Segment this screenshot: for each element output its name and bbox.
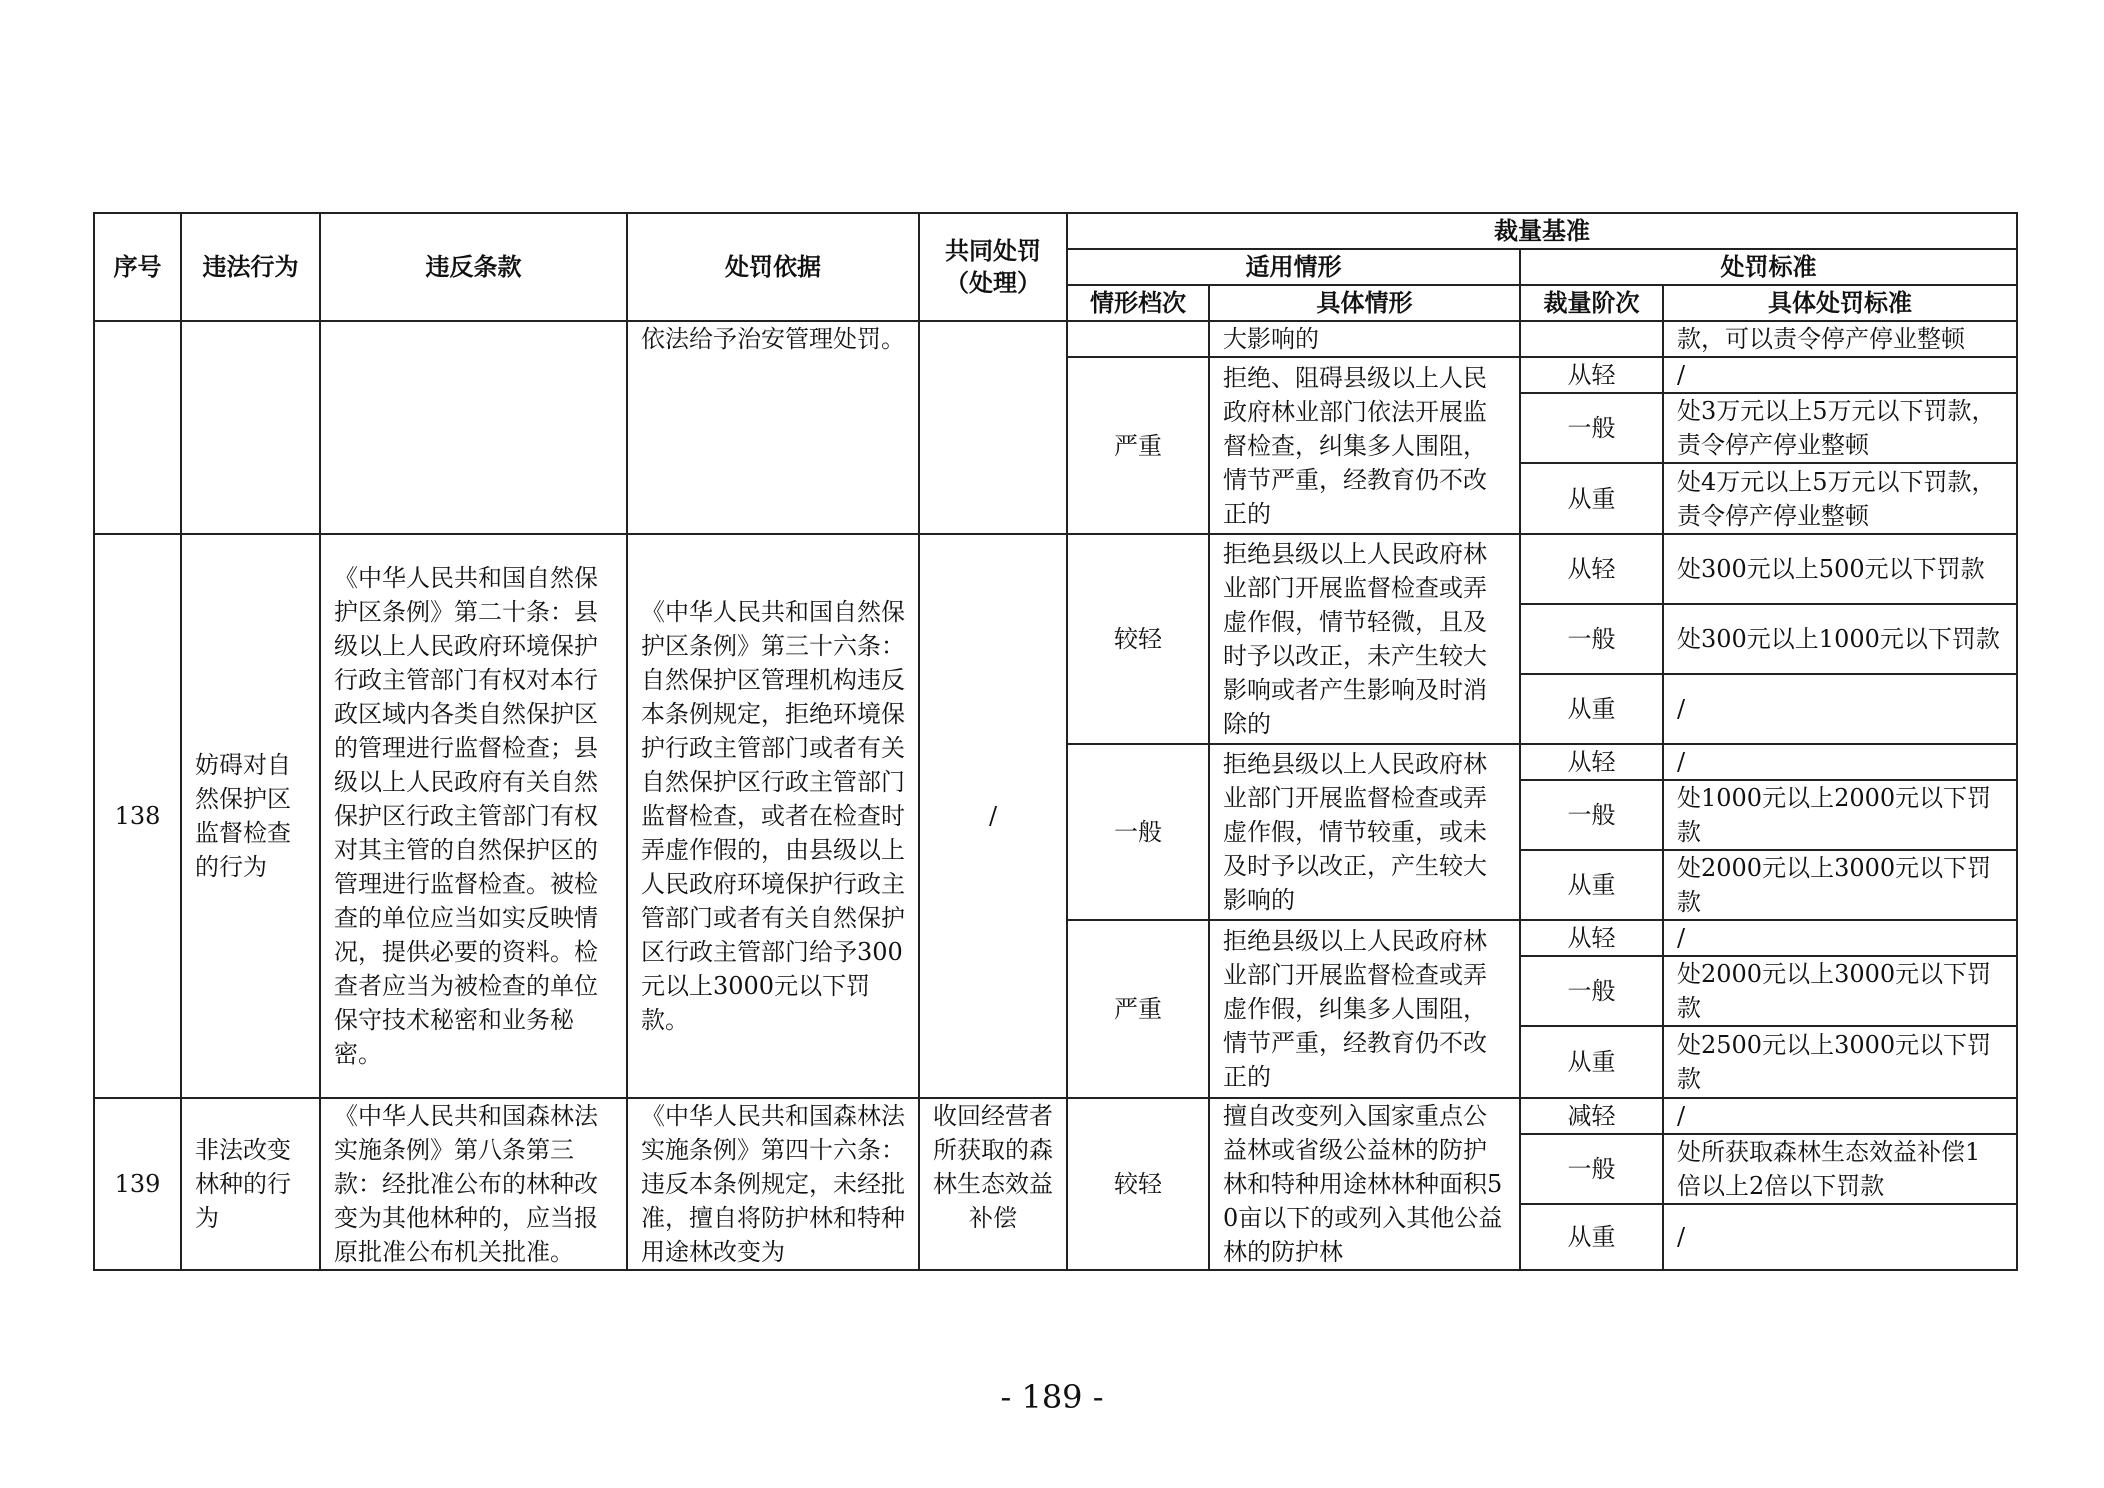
cell-seq: 138 [94,534,181,1098]
cell-penalty: 处所获取森林生态效益补偿1倍以上2倍以下罚款 [1663,1134,2017,1204]
cell-discretion: 一般 [1520,956,1663,1026]
cell-clause: 《中华人民共和国自然保护区条例》第二十条：县级以上人民政府环境保护行政主管部门有权对本行政区域内各类自然保护区的管理进行监督检查；县级以上人民政府有关自然保护区行政主管部门有权对其主管的自然保护区的管理进行监督检查。被检查的单位应当如实反映情况，提供必要的资料。检查者应当为被检查的单位保守技术秘密和业务秘密。 [320,534,627,1098]
table-row [94,321,2017,357]
header-violation: 违法行为 [181,213,320,321]
header-violated-clause: 违反条款 [320,213,627,321]
cell-penalty: 处3万元以上5万元以下罚款，责令停产停业整顿 [1663,393,2017,463]
cell-circumstance: 拒绝县级以上人民政府林业部门开展监督检查或弄虚作假，情节较重，或未及时予以改正，产生较大影响的 [1209,744,1520,920]
cell-violation: 非法改变林种的行为 [181,1098,320,1270]
cell-penalty: 处300元以上500元以下罚款 [1663,534,2017,604]
header-discretion-benchmark: 裁量基准 [1067,213,2017,249]
cell-discretion: 一般 [1520,393,1663,463]
cell-penalty: / [1663,744,2017,780]
cell-level [1067,321,1209,357]
cell-penalty: / [1663,1204,2017,1270]
cell-penalty: / [1663,674,2017,744]
cell-joint [919,321,1067,534]
cell-penalty: 处1000元以上2000元以下罚款 [1663,780,2017,850]
page-number: - 189 - [1000,1378,1104,1416]
cell-seq [94,321,181,534]
table-row [94,1098,2017,1134]
discretion-table [93,212,2018,1271]
cell-discretion: 减轻 [1520,1098,1663,1134]
cell-discretion: 从重 [1520,1026,1663,1098]
cell-discretion: 从重 [1520,463,1663,534]
cell-penalty: 款，可以责令停产停业整顿 [1663,321,2017,357]
cell-level: 较轻 [1067,534,1209,744]
cell-basis: 《中华人民共和国森林法实施条例》第四十六条：违反本条例规定，未经批准，擅自将防护林和特种用途林改变为 [627,1098,919,1270]
table-row [94,534,2017,604]
table-header [94,213,2017,321]
cell-discretion: 一般 [1520,780,1663,850]
cell-discretion: 从轻 [1520,744,1663,780]
cell-level: 较轻 [1067,1098,1209,1270]
header-specific-penalty: 具体处罚标准 [1663,285,2017,321]
cell-discretion: 一般 [1520,604,1663,674]
cell-level: 严重 [1067,920,1209,1098]
cell-penalty: / [1663,357,2017,393]
cell-discretion: 一般 [1520,1134,1663,1204]
cell-basis: 《中华人民共和国自然保护区条例》第三十六条：自然保护区管理机构违反本条例规定，拒绝环境保护行政主管部门或者有关自然保护区行政主管部门监督检查，或者在检查时弄虚作假的，由县级以上人民政府环境保护行政主管部门或者有关自然保护区行政主管部门给予300元以上3000元以下罚款。 [627,534,919,1098]
cell-penalty: 处2500元以上3000元以下罚款 [1663,1026,2017,1098]
cell-level: 一般 [1067,744,1209,920]
cell-violation [181,321,320,534]
header-discretion-level: 裁量阶次 [1520,285,1663,321]
cell-circumstance: 拒绝、阻碍县级以上人民政府林业部门依法开展监督检查，纠集多人围阻，情节严重，经教育仍不改正的 [1209,357,1520,534]
cell-penalty: / [1663,920,2017,956]
cell-discretion: 从重 [1520,674,1663,744]
cell-circumstance: 拒绝县级以上人民政府林业部门开展监督检查或弄虚作假，纠集多人围阻，情节严重，经教育仍不改正的 [1209,920,1520,1098]
cell-discretion: 从轻 [1520,357,1663,393]
cell-violation: 妨碍对自然保护区监督检查的行为 [181,534,320,1098]
header-applicable-circumstances: 适用情形 [1067,249,1520,285]
header-penalty-standard: 处罚标准 [1520,249,2017,285]
header-seq: 序号 [94,213,181,321]
header-circumstance-level: 情形档次 [1067,285,1209,321]
header-penalty-basis: 处罚依据 [627,213,919,321]
cell-discretion [1520,321,1663,357]
cell-level: 严重 [1067,357,1209,534]
header-specific-circumstance: 具体情形 [1209,285,1520,321]
cell-discretion: 从轻 [1520,534,1663,604]
cell-penalty: 处4万元以上5万元以下罚款，责令停产停业整顿 [1663,463,2017,534]
cell-circumstance: 拒绝县级以上人民政府林业部门开展监督检查或弄虚作假，情节轻微，且及时予以改正，未产生较大影响或者产生影响及时消除的 [1209,534,1520,744]
cell-circumstance: 大影响的 [1209,321,1520,357]
cell-joint: / [919,534,1067,1098]
cell-basis: 依法给予治安管理处罚。 [627,321,919,534]
cell-discretion: 从重 [1520,1204,1663,1270]
cell-penalty: / [1663,1098,2017,1134]
cell-penalty: 处2000元以上3000元以下罚款 [1663,850,2017,920]
header-joint-penalty: 共同处罚 （处理） [919,213,1067,321]
cell-penalty: 处2000元以上3000元以下罚款 [1663,956,2017,1026]
cell-clause [320,321,627,534]
cell-clause: 《中华人民共和国森林法实施条例》第八条第三款：经批准公布的林种改变为其他林种的，应当报原批准公布机关批准。 [320,1098,627,1270]
cell-seq: 139 [94,1098,181,1270]
cell-penalty: 处300元以上1000元以下罚款 [1663,604,2017,674]
cell-discretion: 从重 [1520,850,1663,920]
cell-discretion: 从轻 [1520,920,1663,956]
cell-circumstance: 擅自改变列入国家重点公益林或省级公益林的防护林和特种用途林林种面积50亩以下的或列入其他公益林的防护林 [1209,1098,1520,1270]
cell-joint: 收回经营者所获取的森林生态效益补偿 [919,1098,1067,1270]
